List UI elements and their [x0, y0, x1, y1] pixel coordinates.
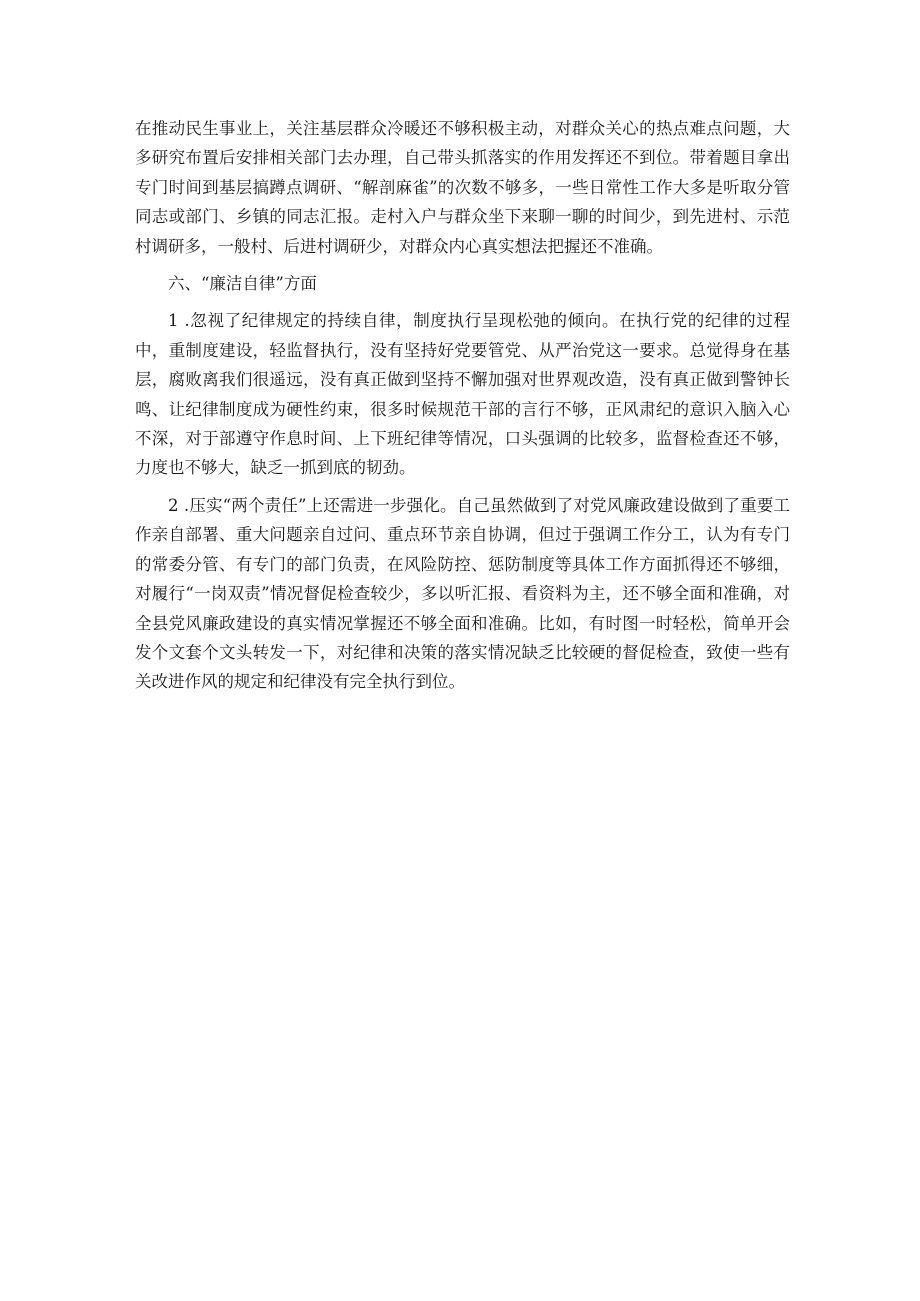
paragraph-livelihood: 在推动民生事业上，关注基层群众冷暖还不够积极主动，对群众关心的热点难点问题，大多研究布置后安排相关部门去办理，自己带头抓落实的作用发挥还不到位。带着题目拿出专门时间到基层搞蹲点调研、“解剖麻雀”的次数不够多，一些日常性工作大多是听取分管同志或部门、乡镇的同志汇报。走村入户与群众坐下来聊一聊的时间少，到先进村、示范村调研多，一般村、后进村调研少，对群众内心真实想法把握还不准确。	[135, 119, 790, 256]
paragraph-discipline: 1 .忽视了纪律规定的持续自律，制度执行呈现松弛的倾向。在执行党的纪律的过程中，重制度建设，轻监督执行，没有坚持好党要管党、从严治党这一要求。总觉得身在基层，腐败离我们很遥远，没有真正做到坚持不懈加强对世界观改造，没有真正做到警钟长鸣、让纪律制度成为硬性约束，很多时候规范干部的言行不够，正风肃纪的意识入脑入心不深，对于部遵守作息时间、上下班纪律等情况，口头强调的比较多，监督检查还不够，力度也不够大，缺乏一抓到底的韧劲。	[135, 311, 790, 478]
paragraph-two-responsibilities: 2 .压实“两个责任”上还需进一步强化。自己虽然做到了对党风廉政建设做到了重要工作亲自部署、重大问题亲自过问、重点环节亲自协调，但过于强调工作分工，认为有专门的常委分管、有专门的部门负责，在风险防控、惩防制度等具体工作方面抓得还不够细，对履行“一岗双责”情况督促检查较少，多以听汇报、看资料为主，还不够全面和准确，对全县党风廉政建设的真实情况掌握还不够全面和准确。比如，有时图一时轻松，简单开会发个文套个文头转发一下，对纪律和决策的落实情况缺乏比较硬的督促检查，致使一些有关改进作风的规定和纪律没有完全执行到位。	[135, 495, 790, 692]
section-heading-integrity: 六、“廉洁自律”方面	[168, 274, 317, 294]
document-body	[135, 114, 790, 705]
